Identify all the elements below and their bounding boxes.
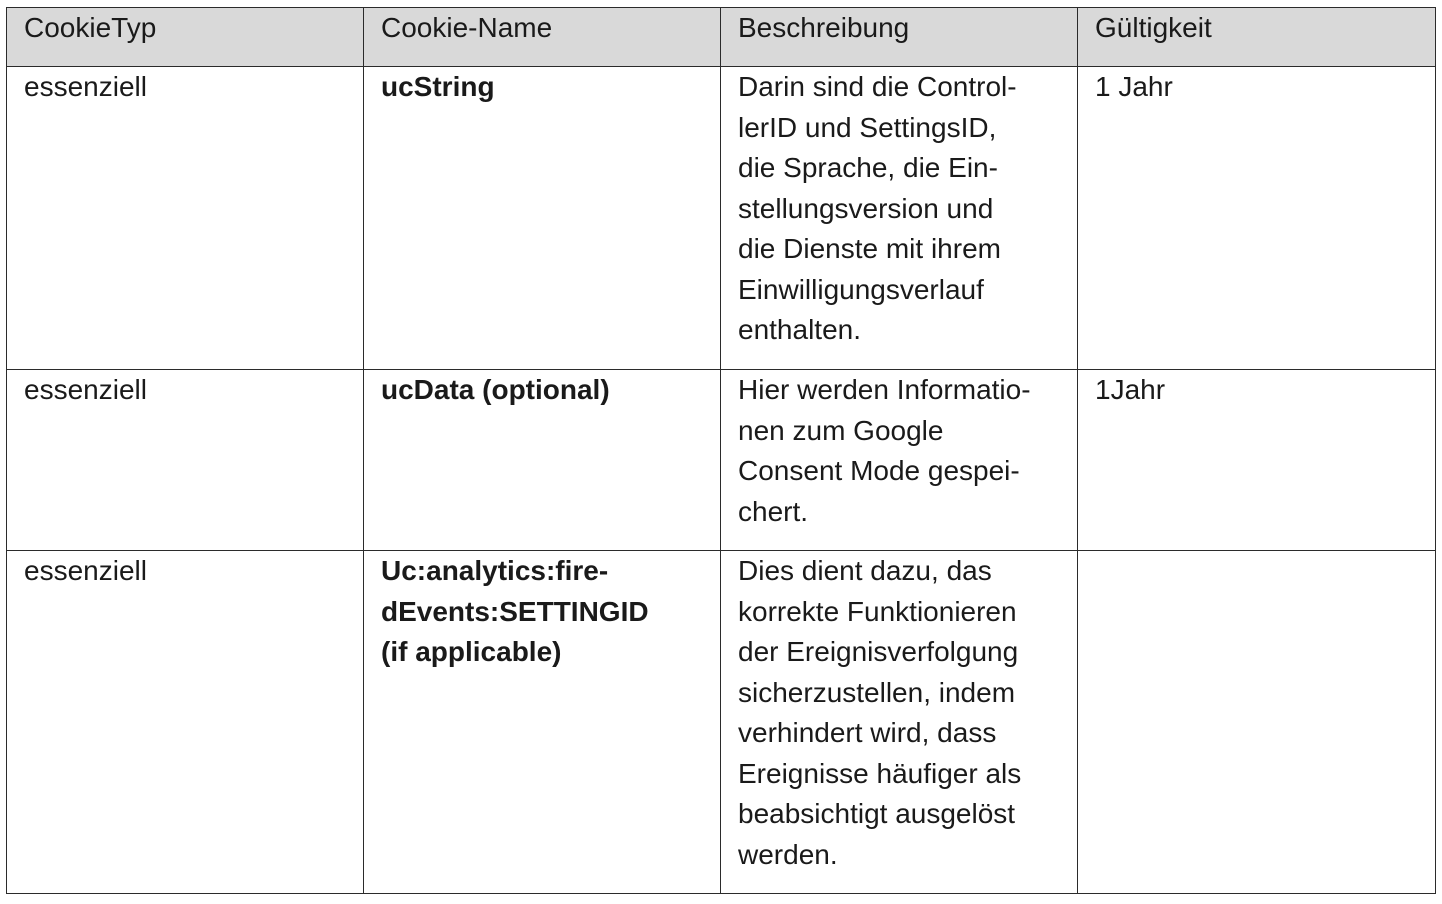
- table-row: [7, 551, 1436, 894]
- table-row: [7, 67, 1436, 370]
- cell-cookie-name: ucString: [364, 67, 721, 370]
- cell-cookie-name: Uc:analytics:fire- dEvents:SETTINGID (if applicable): [364, 551, 721, 894]
- table-row: [7, 370, 1436, 551]
- cell-cookie-type: essenziell: [7, 67, 364, 370]
- table-header: [7, 8, 1436, 67]
- header-cookie-name: Cookie-Name: [364, 8, 721, 67]
- cell-cookie-type: essenziell: [7, 551, 364, 894]
- cookie-table: [6, 7, 1436, 894]
- header-row: [7, 8, 1436, 67]
- cell-description: Hier werden Informatio- nen zum Google Consent Mode gespei- chert.: [721, 370, 1078, 551]
- cell-validity: [1078, 551, 1436, 894]
- table-body: [7, 67, 1436, 894]
- cell-cookie-type: essenziell: [7, 370, 364, 551]
- cell-cookie-name: ucData (optional): [364, 370, 721, 551]
- cell-description: Dies dient dazu, das korrekte Funktionieren der Ereignisverfolgung sicherzustellen, indem verhindert wird, dass Ereignisse häufiger als beabsichtigt ausgelöst werden.: [721, 551, 1078, 894]
- cell-validity: 1 Jahr: [1078, 67, 1436, 370]
- header-validity: Gültigkeit: [1078, 8, 1436, 67]
- header-cookie-type: CookieTyp: [7, 8, 364, 67]
- cell-description: Darin sind die Control- lerID und SettingsID, die Sprache, die Ein- stellungsversion und die Dienste mit ihrem Einwilligungsverlauf enthalten.: [721, 67, 1078, 370]
- header-description: Beschreibung: [721, 8, 1078, 67]
- cell-validity: 1Jahr: [1078, 370, 1436, 551]
